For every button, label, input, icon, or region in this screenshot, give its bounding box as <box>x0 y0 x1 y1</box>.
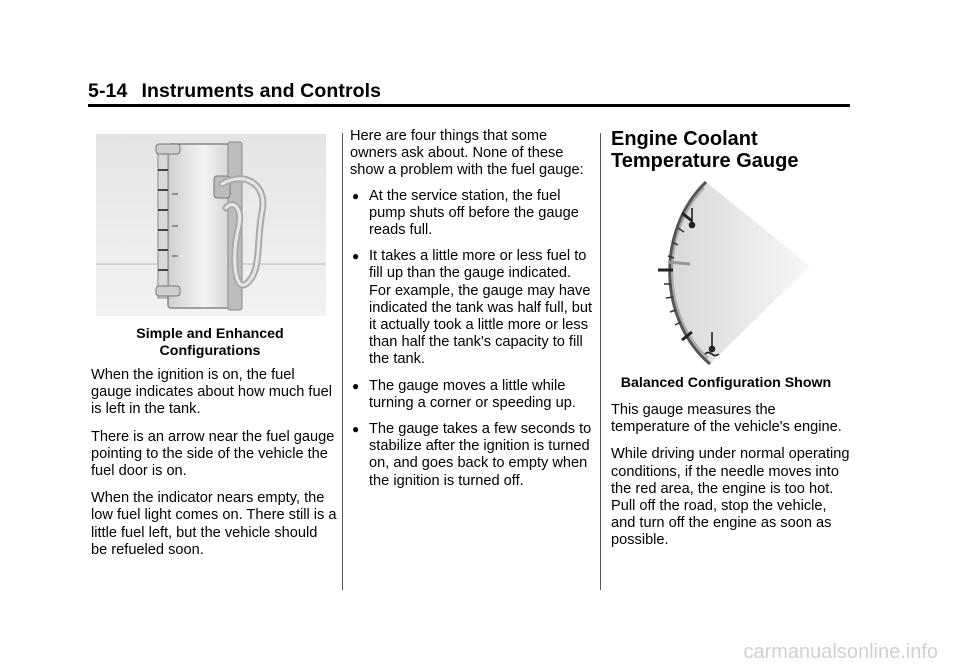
intro-paragraph: Here are four things that some owners ask about. None of these show a problem with the fuel gauge: <box>350 128 584 179</box>
section-heading <box>611 128 798 172</box>
list-item <box>350 378 594 412</box>
paragraph: When the indicator nears empty, the low fuel light comes on. There still is a little fuel left, but the vehicle should be refueled soon. <box>91 490 337 558</box>
bullet-icon: ● <box>352 188 360 203</box>
paragraph: This gauge measures the temperature of the vehicle's engine. <box>611 402 842 436</box>
header-rule <box>88 104 850 107</box>
heading-line-2: Temperature Gauge <box>611 150 799 172</box>
list-item-text: The gauge takes a few seconds to stabilize after the ignition is turned on, and goes back to empty when the ignition is turned off. <box>369 421 592 489</box>
column-divider-1 <box>342 133 343 590</box>
coolant-figure-caption: Balanced Configuration Shown <box>620 375 832 391</box>
list-item <box>350 421 594 490</box>
right-column-text <box>611 402 851 560</box>
caption-line-2: Configurations <box>159 343 261 359</box>
list-item-text: It takes a little more or less fuel to fill up than the gauge indicated. For example, the gauge may have indicated the tank was half full, but it actually took a little more or less than half the tank's capacity to fill the tank. <box>369 248 593 368</box>
bullet-icon: ● <box>352 422 360 437</box>
bullet-icon: ● <box>352 378 360 393</box>
page-number: 5-14 <box>88 80 128 102</box>
list-item-text: The gauge moves a little while turning a corner or speeding up. <box>369 377 576 411</box>
paragraph: While driving under normal operating conditions, if the needle moves into the red area, the engine is too hot. Pull off the road, stop the vehicle, and turn off the engine as soon as possible. <box>611 446 850 549</box>
section-title: Instruments and Controls <box>141 80 382 102</box>
page-header <box>88 80 381 103</box>
bullet-list <box>350 188 594 490</box>
middle-column-text <box>350 128 594 499</box>
caption-line-1: Simple and Enhanced <box>136 326 284 342</box>
list-item <box>350 188 594 240</box>
fuel-figure-caption <box>120 326 300 360</box>
fuel-gauge-illustration <box>96 134 326 316</box>
paragraph: When the ignition is on, the fuel gauge indicates about how much fuel is left in the tank. <box>91 367 332 418</box>
coolant-gauge-illustration <box>648 180 812 366</box>
list-item-text: At the service station, the fuel pump shuts off before the gauge reads full. <box>369 187 579 239</box>
bullet-icon: ● <box>352 249 360 264</box>
paragraph: There is an arrow near the fuel gauge pointing to the side of the vehicle the fuel door is on. <box>91 428 335 480</box>
watermark: carmanualsonline.info <box>743 641 938 663</box>
list-item <box>350 248 594 368</box>
left-column-text <box>91 367 337 569</box>
heading-line-1: Engine Coolant <box>611 128 758 150</box>
column-divider-2 <box>600 133 601 590</box>
